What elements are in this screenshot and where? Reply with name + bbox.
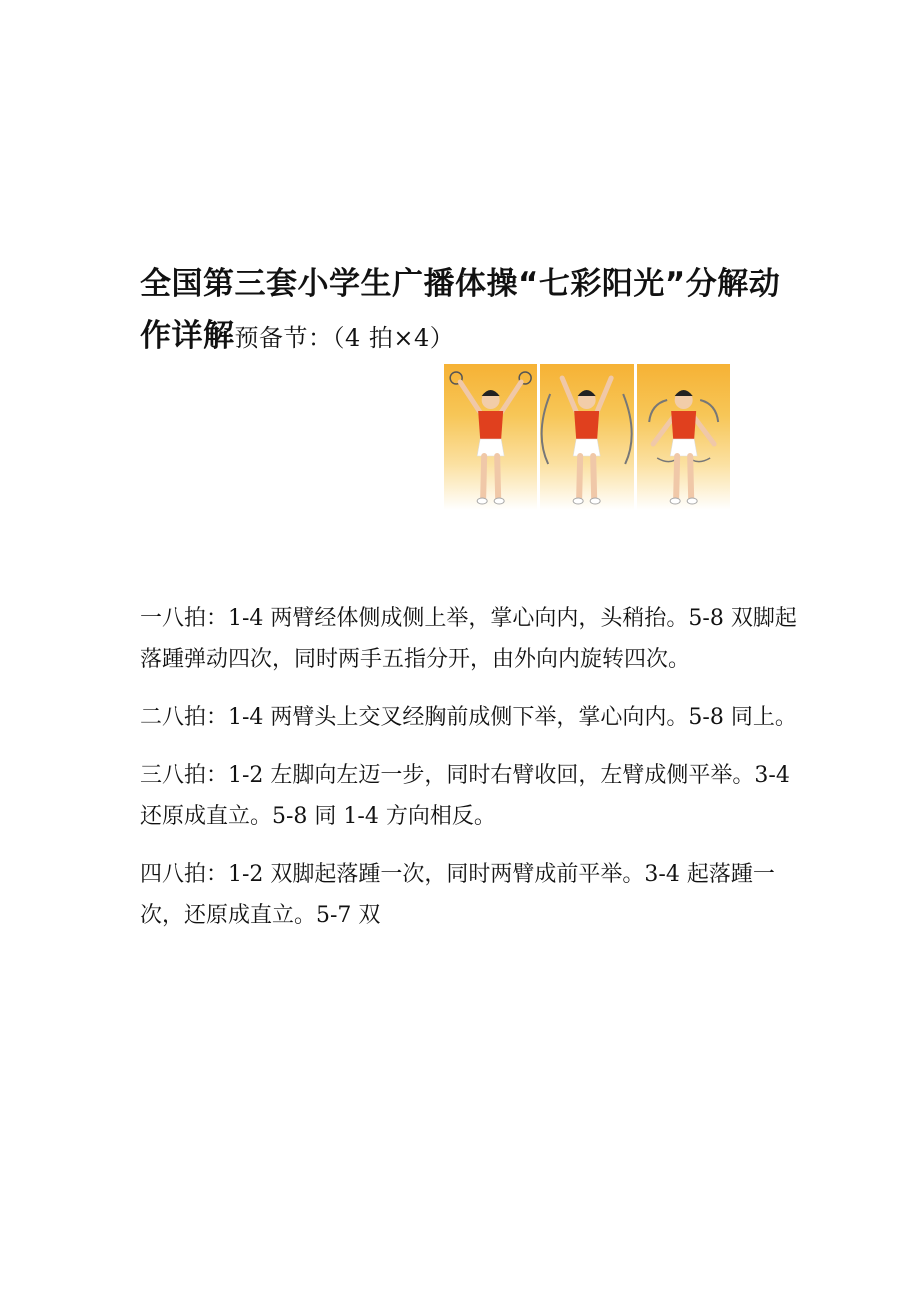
- exercise-illustration: [444, 364, 730, 510]
- paragraph-beat-1: 一八拍：1-4 两臂经体侧成侧上举，掌心向内，头稍抬。5-8 双脚起落踵弹动四次，同时两手五指分开，由外向内旋转四次。: [140, 606, 797, 672]
- exercise-photo-3: [637, 364, 730, 510]
- child-arms-down-side-arrows-icon: [637, 364, 730, 510]
- paragraph-beat-2: 二八拍：1-4 两臂头上交叉经胸前成侧下举，掌心向内。5-8 同上。: [140, 705, 797, 730]
- document-title: [140, 258, 800, 364]
- child-arms-raised-hands-circling-icon: [444, 364, 537, 510]
- exercise-photo-1: [444, 364, 537, 510]
- child-arms-up-side-arcs-icon: [540, 364, 633, 510]
- title-main: 全国第三套小学生广播体操“七彩阳光”分解动作详解: [140, 266, 781, 354]
- section-heading: 预备节：（4 拍×4）: [234, 324, 455, 352]
- paragraph-beat-3: 三八拍：1-2 左脚向左迈一步，同时右臂收回，左臂成侧平举。3-4 还原成直立。5-8 同 1-4 方向相反。: [140, 763, 790, 829]
- exercise-photo-2: [540, 364, 633, 510]
- instructions-body: [140, 598, 800, 953]
- paragraph-beat-4: 四八拍：1-2 双脚起落踵一次，同时两臂成前平举。3-4 起落踵一次，还原成直立。5-7 双: [140, 862, 775, 928]
